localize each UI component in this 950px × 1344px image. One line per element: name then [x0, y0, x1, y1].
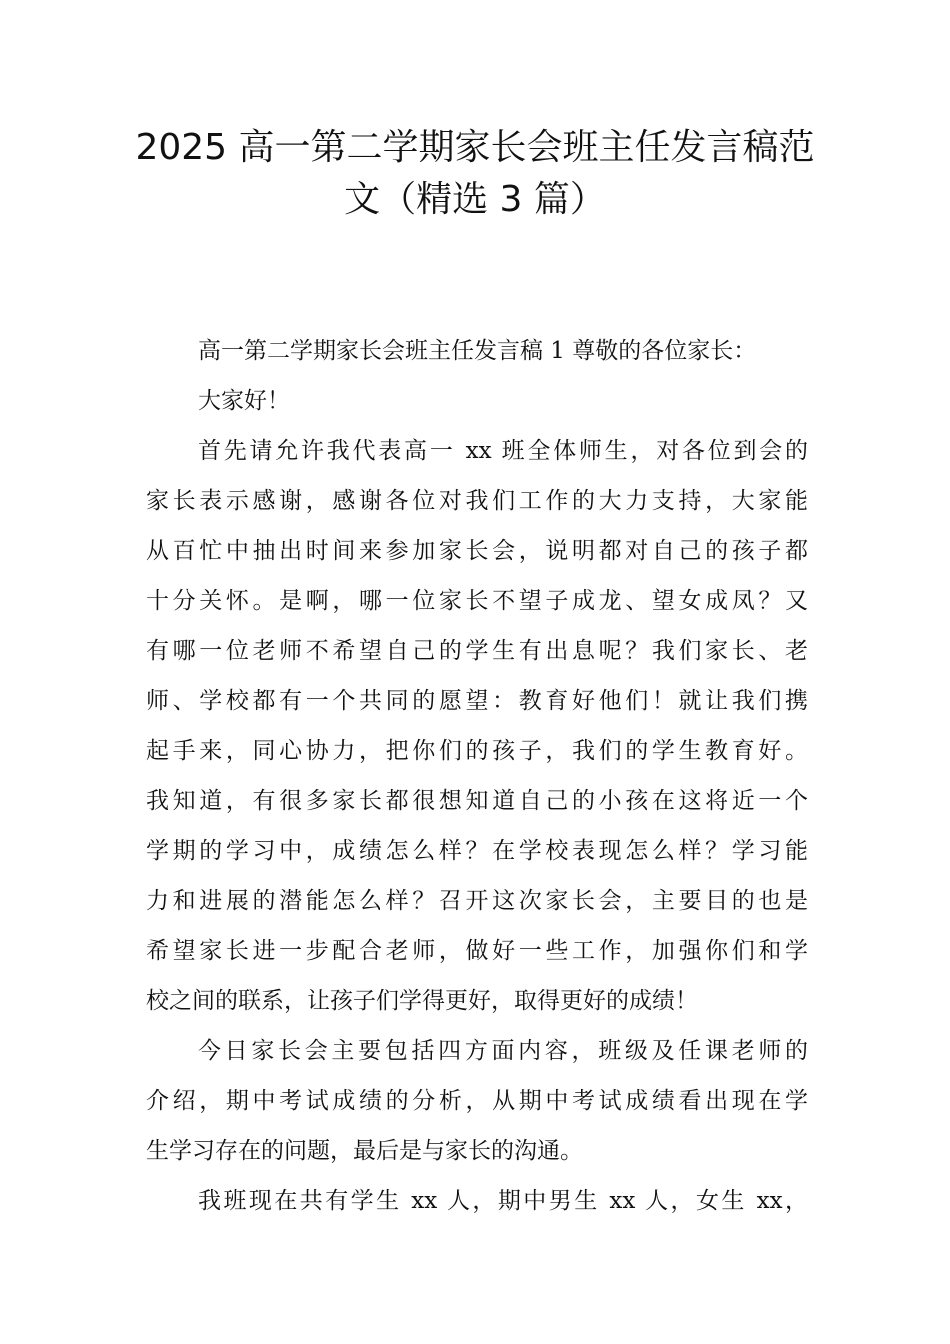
document-title [120, 122, 830, 226]
body-line: 学期的学习中，成绩怎么样？在学校表现怎么样？学习能 [146, 838, 808, 864]
body-line: 生学习存在的问题，最后是与家长的沟通。 [146, 1138, 583, 1164]
body-line: 师、学校都有一个共同的愿望：教育好他们！就让我们携 [146, 688, 808, 714]
document-body [146, 326, 808, 1226]
body-line: 起手来，同心协力，把你们的孩子，我们的学生教育好。 [146, 738, 808, 764]
body-line: 家长表示感谢，感谢各位对我们工作的大力支持，大家能 [146, 488, 808, 514]
body-line: 今日家长会主要包括四方面内容，班级及任课老师的 [198, 1038, 808, 1064]
body-line: 十分关怀。是啊，哪一位家长不望子成龙、望女成凤？又 [146, 588, 808, 614]
body-line: 大家好！ [198, 388, 290, 414]
body-line: 首先请允许我代表高一 xx 班全体师生，对各位到会的 [198, 438, 808, 464]
body-line: 力和进展的潜能怎么样？召开这次家长会，主要目的也是 [146, 888, 808, 914]
body-line: 从百忙中抽出时间来参加家长会，说明都对自己的孩子都 [146, 538, 808, 564]
body-line: 我班现在共有学生 xx 人，期中男生 xx 人，女生 xx， [198, 1188, 808, 1214]
body-line: 校之间的联系，让孩子们学得更好，取得更好的成绩！ [146, 988, 698, 1014]
body-line: 希望家长进一步配合老师，做好一些工作，加强你们和学 [146, 938, 808, 964]
body-line: 有哪一位老师不希望自己的学生有出息呢？我们家长、老 [146, 638, 808, 664]
body-line: 我知道，有很多家长都很想知道自己的小孩在这将近一个 [146, 788, 808, 814]
body-line: 高一第二学期家长会班主任发言稿 1 尊敬的各位家长： [198, 338, 757, 364]
title-line-2: 文（精选 3 篇） [344, 179, 606, 220]
body-line: 介绍，期中考试成绩的分析，从期中考试成绩看出现在学 [146, 1088, 808, 1114]
title-line-1: 2025 高一第二学期家长会班主任发言稿范 [135, 127, 815, 168]
